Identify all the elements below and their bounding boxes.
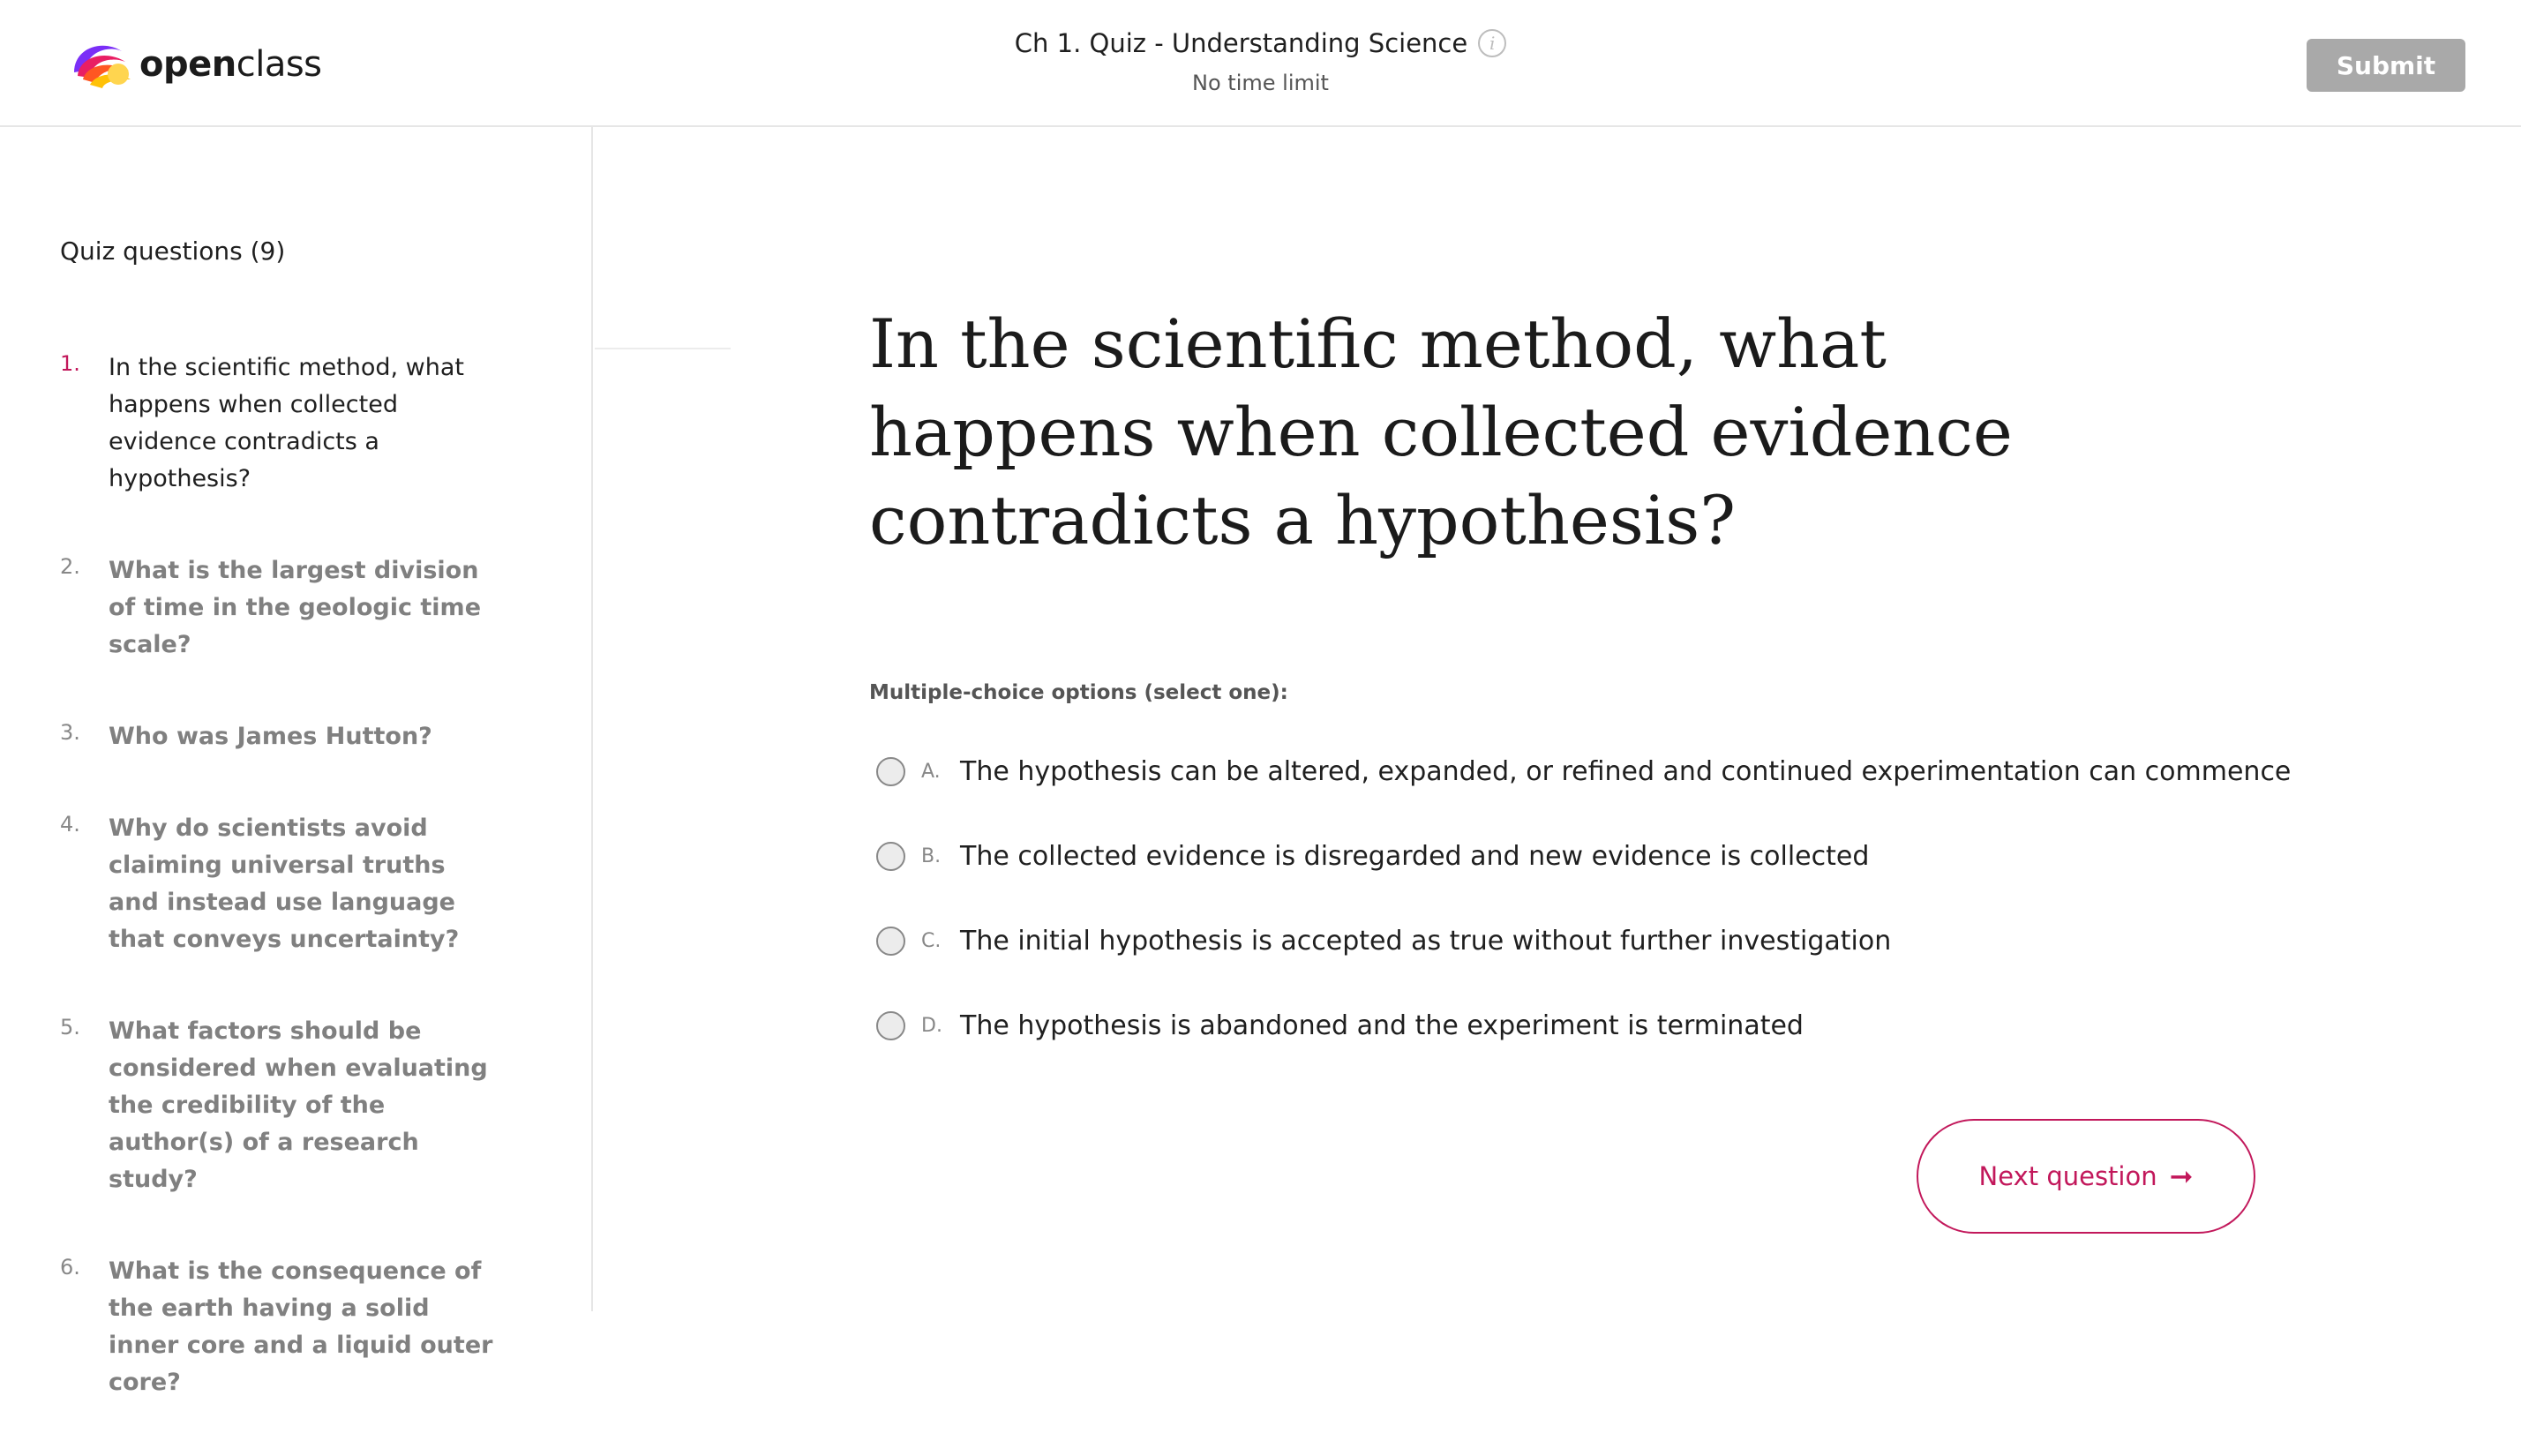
question-list [60, 349, 501, 1456]
question-text: In the scientific method, what happens when collected evidence contradicts a hypothesis? [109, 354, 464, 492]
options-label: Multiple-choice options (select one): [869, 681, 1288, 704]
logo-wordmark-light: class [236, 44, 322, 85]
info-icon[interactable]: i [1478, 29, 1506, 57]
question-list-item-6[interactable] [60, 1253, 501, 1401]
question-number: 6. [60, 1255, 80, 1280]
answer-options [876, 747, 2376, 1085]
option-letter: C. [921, 929, 942, 952]
answer-option-c[interactable] [876, 916, 2376, 965]
sidebar-title: Quiz questions (9) [60, 236, 286, 266]
question-number: 5. [60, 1015, 80, 1039]
option-letter: D. [921, 1014, 942, 1037]
question-list-item-3[interactable] [60, 718, 501, 755]
question-number: 2. [60, 554, 80, 579]
question-text: Who was James Hutton? [109, 723, 432, 750]
option-letter: B. [921, 844, 942, 867]
quiz-title-text: Ch 1. Quiz - Understanding Science [1014, 28, 1468, 58]
next-question-label: Next question [1978, 1161, 2157, 1191]
quiz-title [1015, 28, 1506, 58]
option-text: The collected evidence is disregarded and new evidence is collected [960, 840, 1870, 872]
question-text: What is the consequence of the earth having a solid inner core and a liquid outer core? [109, 1257, 493, 1396]
question-list-item-2[interactable] [60, 552, 501, 664]
option-text: The hypothesis can be altered, expanded, or refined and continued experimentation can commence [960, 755, 2292, 787]
radio-button[interactable] [876, 757, 905, 786]
radio-button[interactable] [876, 927, 905, 956]
active-question-divider [595, 348, 731, 349]
arrow-right-icon: ➞ [2169, 1160, 2194, 1193]
radio-button[interactable] [876, 842, 905, 871]
option-text: The hypothesis is abandoned and the experiment is terminated [960, 1009, 1804, 1041]
answer-option-a[interactable] [876, 747, 2376, 796]
radio-button[interactable] [876, 1011, 905, 1040]
option-text: The initial hypothesis is accepted as true without further investigation [960, 925, 1892, 957]
question-list-item-4[interactable] [60, 810, 501, 958]
question-text: Why do scientists avoid claiming universal truths and instead use language that conveys uncertainty? [109, 814, 460, 953]
quiz-questions-sidebar [0, 127, 593, 1396]
question-text: What is the largest division of time in the geologic time scale? [109, 557, 482, 658]
answer-option-b[interactable] [876, 831, 2376, 881]
question-heading: In the scientific method, what happens when collected evidence contradicts a hypothesis? [869, 304, 2013, 559]
option-letter: A. [921, 760, 941, 783]
question-text: What factors should be considered when evaluating the credibility of the author(s) of a research study? [109, 1017, 488, 1193]
question-number: 3. [60, 720, 80, 745]
logo-wordmark-bold: open [139, 44, 236, 85]
question-number: 1. [60, 351, 80, 376]
question-list-item-1[interactable] [60, 349, 501, 498]
submit-button[interactable]: Submit [2307, 39, 2465, 92]
answer-option-d[interactable] [876, 1001, 2376, 1050]
time-limit-text: No time limit [1192, 71, 1329, 95]
question-list-item-5[interactable] [60, 1013, 501, 1198]
question-number: 4. [60, 812, 80, 837]
quiz-title-block [0, 28, 2521, 95]
top-header [0, 0, 2521, 127]
next-question-button[interactable] [1917, 1119, 2255, 1234]
